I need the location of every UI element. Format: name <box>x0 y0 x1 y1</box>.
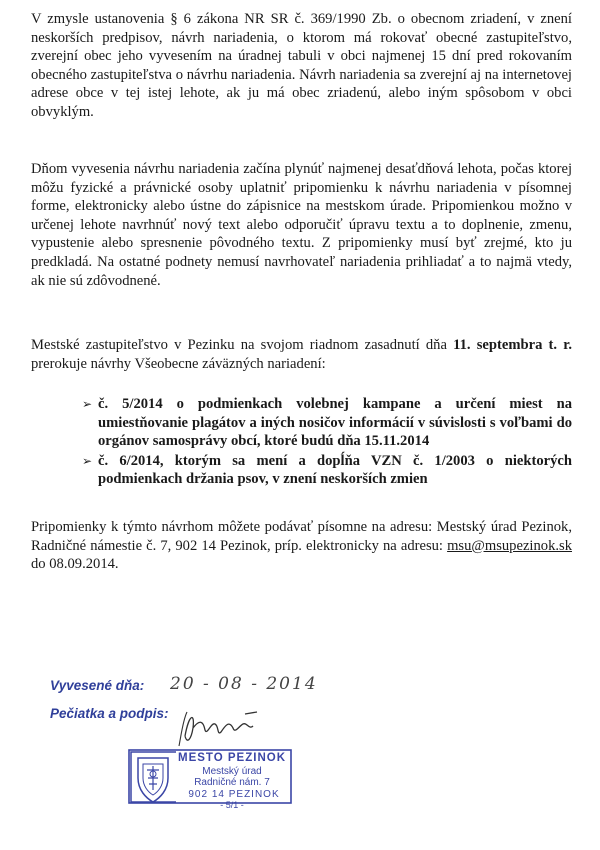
paragraph-council-session <box>31 336 572 373</box>
council-session-tail: prerokuje návrhy Všeobecne záväzných nariadení: <box>31 355 326 372</box>
stamp-line-5: - 5/1 - <box>220 800 244 810</box>
handwritten-posted-date: 20 - 08 - 2014 <box>170 674 318 694</box>
submission-deadline: do 08.09.2014. <box>31 556 119 573</box>
list-item-text: č. 5/2014 o podmienkach volebnej kampane a určení miest na umiestňovanie plagátov a iných nosičov informácií v súvislosti s voľbami do orgánov samosprávy obcí, ktoré budú dňa 15.11.2014 <box>98 396 572 450</box>
list-item <box>82 395 572 451</box>
stamp-line-2: Mestský úrad <box>202 766 262 777</box>
stamp-line-3: Radničné nám. 7 <box>194 777 270 788</box>
posted-date-label: Vyvesené dňa: <box>50 678 145 693</box>
stamp-line-1: MESTO PEZINOK <box>178 752 286 764</box>
regulation-list <box>82 395 572 489</box>
stamp-line-4: 902 14 PEZINOK <box>188 789 280 800</box>
list-item-text: č. 6/2014, ktorým sa mení a dopĺňa VZN č. 1/2003 o niektorých podmienkach držania psov, v znení neskorších zmien <box>98 452 572 488</box>
paragraph-comment-period: Dňom vyvesenia návrhu nariadenia začína plynúť najmenej desaťdňová lehota, počas ktorej môžu fyzické a právnické osoby uplatniť pripomienku k návrhu nariadenia v písomnej forme, elektronicky alebo ústne do zápisnice na mestskom úrade. Pripomienkou možno v určenej lehote navrhnúť nový text alebo odporučiť úpravu textu a to doplnenie, zmenu, vypustenie alebo spresnenie pôvodného textu. Z pripomienky musí byť zrejmé, kto ju predkladá. Na ostatné podnety nemusí navrhovateľ nariadenia prihliadať a to najmä vtedy, ak nie sú zdôvodnené. <box>31 161 572 289</box>
stamp-signature-label: Pečiatka a podpis: <box>50 706 169 721</box>
paragraph-legal-basis: V zmysle ustanovenia § 6 zákona NR SR č. 369/1990 Zb. o obecnom zriadení, v znení neskorších predpisov, návrh nariadenia, o ktorom má rokovať obecné zastupiteľstvo, zverejní obec jeho vyvesením na úradnej tabuli v obci najmenej 15 dní pred rokovaním obecného zastupiteľstva o návrhu nariadenia. Návrh nariadenia sa zverejní aj na internetovej adrese obce v tej istej lehote, ak ju má obec zriadenú, alebo iným spôsobom v obci obvyklým. <box>31 11 572 120</box>
list-item <box>82 452 572 489</box>
email-link[interactable]: msu@msupezinok.sk <box>447 537 572 554</box>
submission-text: Pripomienky k týmto návrhom môžete podávať písomne na adresu: Mestský úrad Pezinok, Radničné námestie č. 7, 902 14 Pezinok, príp. elektronicky na adresu: <box>31 519 572 554</box>
arrow-bullet-icon: ➢ <box>82 397 93 411</box>
arrow-bullet-icon: ➢ <box>82 453 93 468</box>
council-session-lead: Mestské zastupiteľstvo v Pezinku na svojom riadnom zasadnutí dňa <box>31 337 447 353</box>
signature-icon <box>175 706 265 748</box>
session-date: 11. septembra t. r. <box>453 337 572 353</box>
paragraph-submission-address <box>31 518 572 574</box>
